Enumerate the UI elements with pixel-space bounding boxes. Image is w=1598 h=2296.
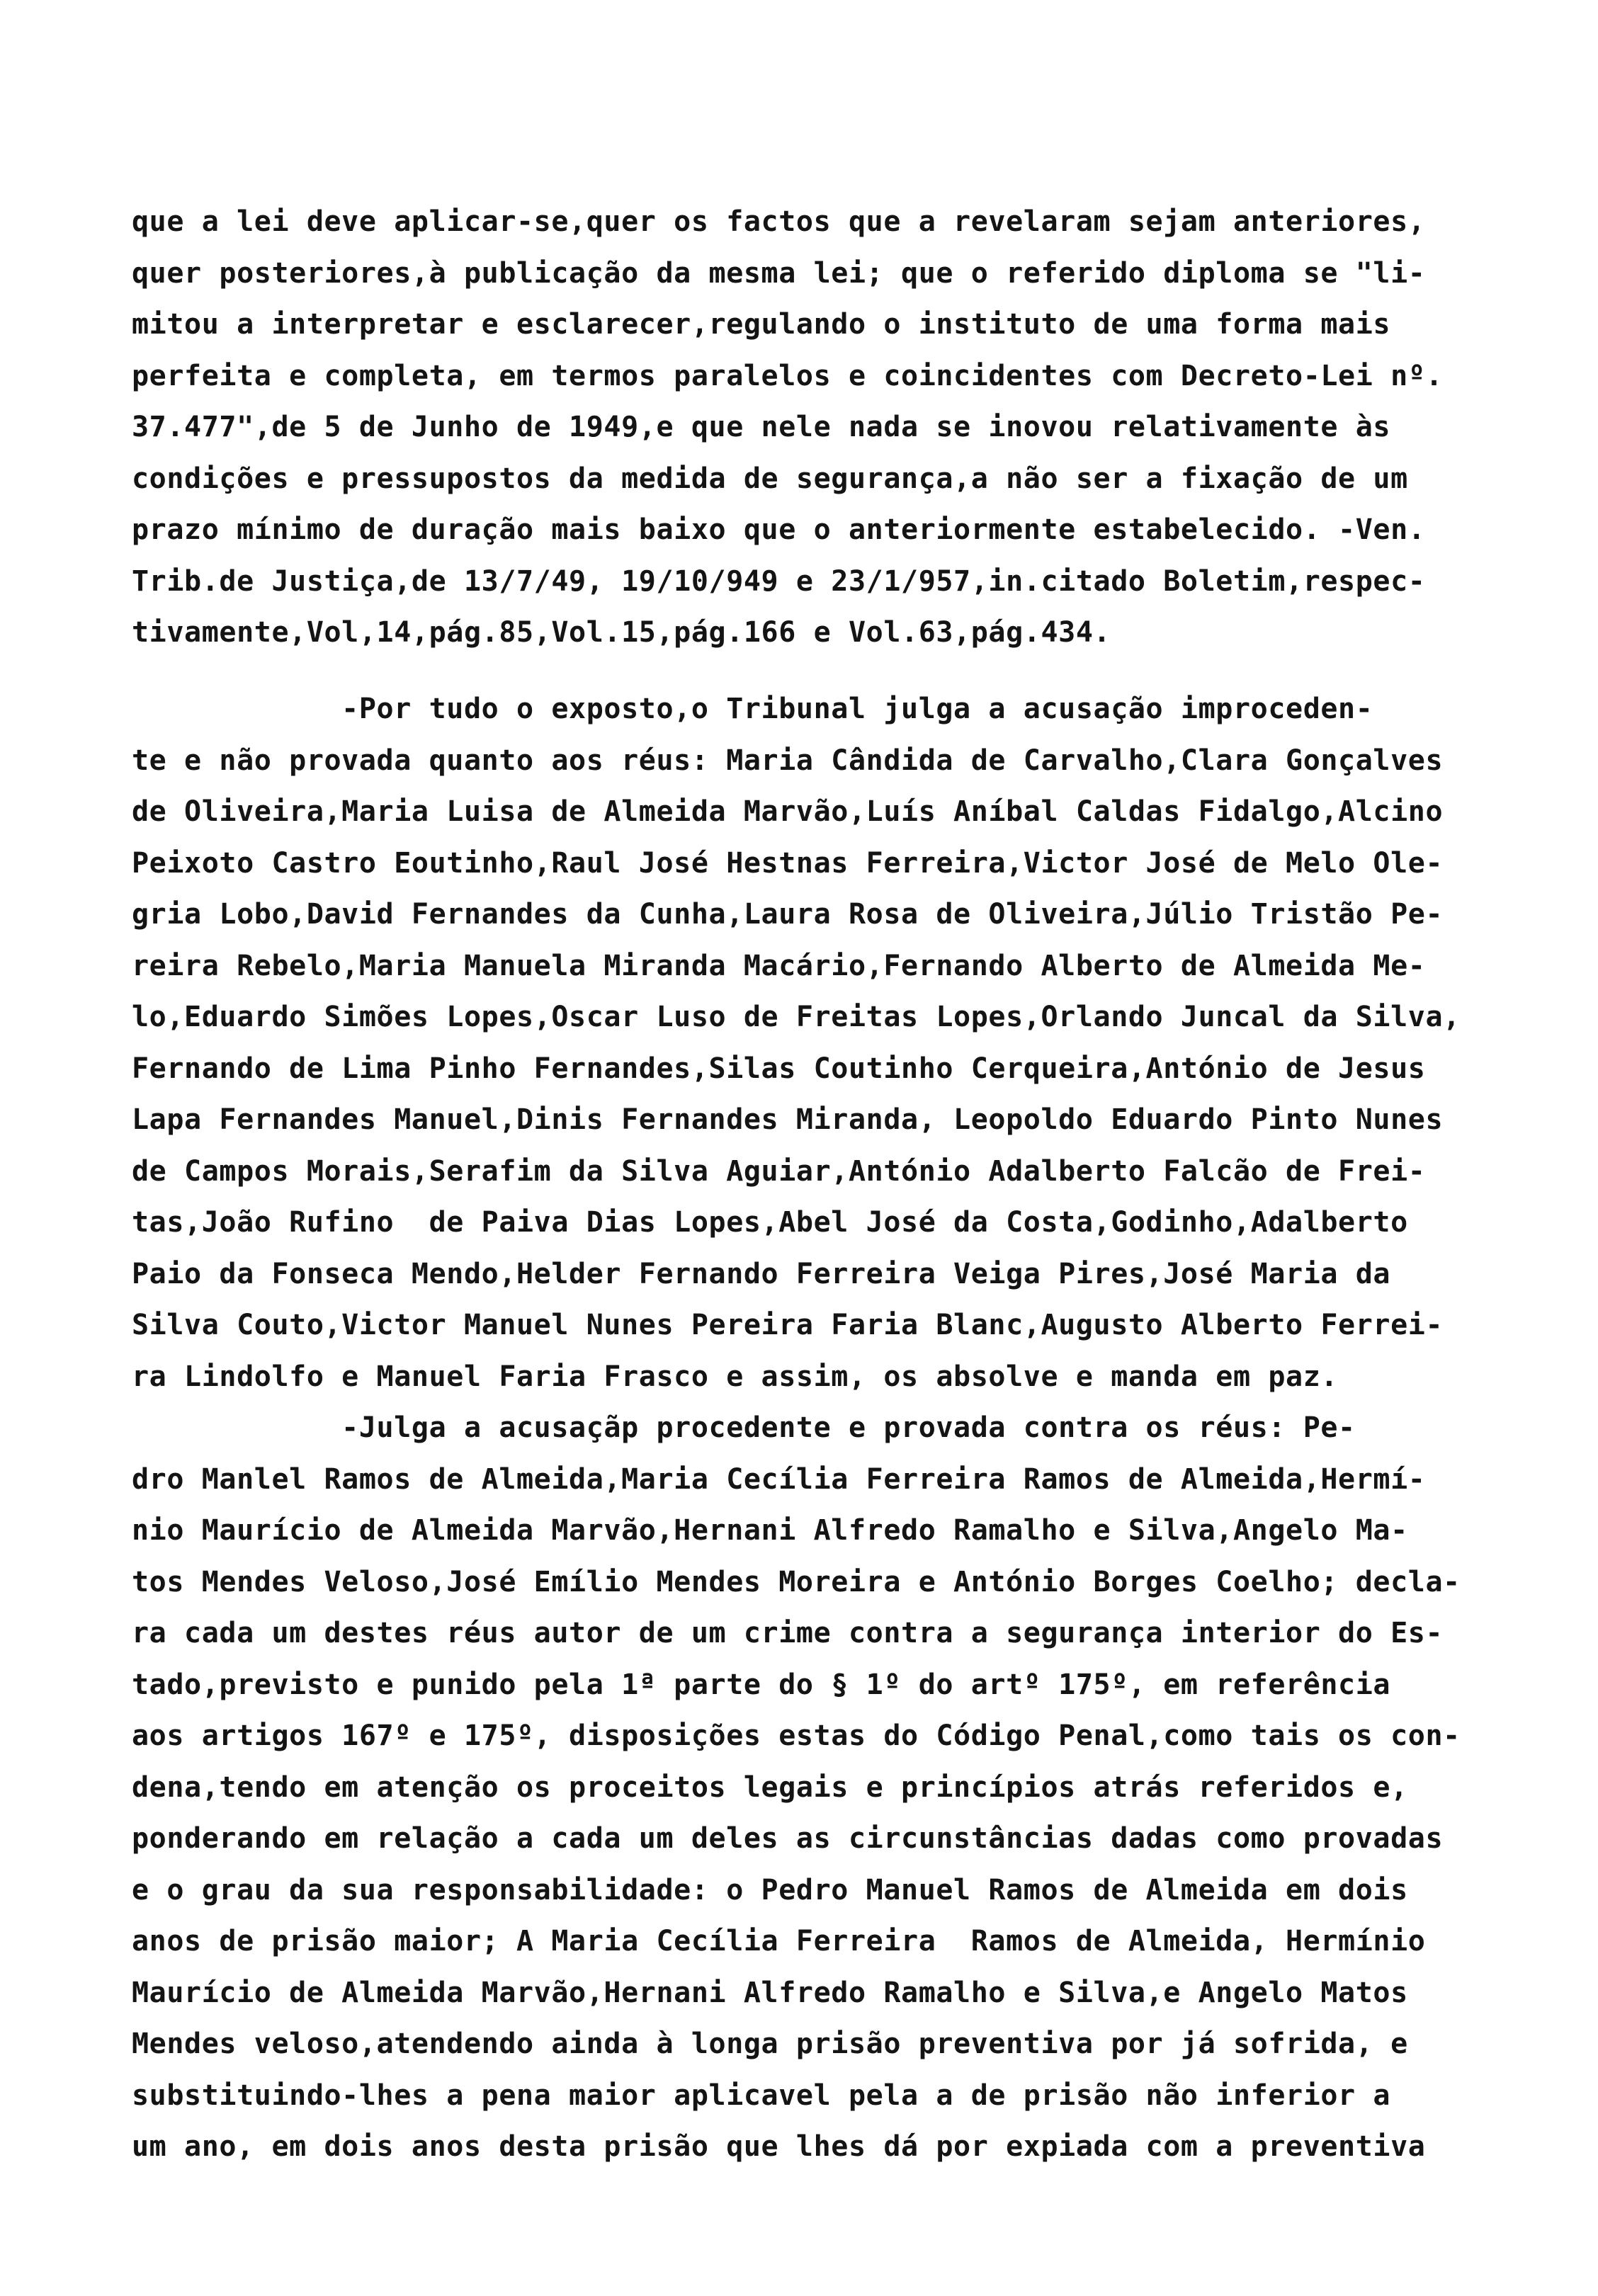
text-line: anos de prisão maior; A Maria Cecília Ferreira Ramos de Almeida, Hermínio [132, 1925, 1426, 1957]
text-line: -Por tudo o exposto,o Tribunal julga a acusação improceden- [132, 693, 1373, 725]
text-line: tas,João Rufino de Paiva Dias Lopes,Abel José da Costa,Godinho,Adalberto [132, 1206, 1408, 1239]
text-line: condições e pressupostos da medida de segurança,a não ser a fixação de um [132, 462, 1408, 495]
text-line: substituindo-lhes a pena maior aplicavel pela a de prisão não inferior a [132, 2079, 1391, 2112]
text-line: Lapa Fernandes Manuel,Dinis Fernandes Miranda, Leopoldo Eduardo Pinto Nunes [132, 1103, 1444, 1136]
text-line: Peixoto Castro Eoutinho,Raul José Hestnas Ferreira,Victor José de Melo Ole- [132, 847, 1444, 880]
text-line: gria Lobo,David Fernandes da Cunha,Laura Rosa de Oliveira,Júlio Tristão Pe- [132, 898, 1444, 931]
text-line: Fernando de Lima Pinho Fernandes,Silas Coutinho Cerqueira,António de Jesus [132, 1052, 1426, 1085]
text-line: ra cada um destes réus autor de um crime contra a segurança interior do Es- [132, 1617, 1444, 1649]
text-line: de Campos Morais,Serafim da Silva Aguiar,António Adalberto Falcão de Frei- [132, 1155, 1426, 1188]
text-line: dro Manlel Ramos de Almeida,Maria Cecília Ferreira Ramos de Almeida,Hermí- [132, 1463, 1426, 1496]
text-line: e o grau da sua responsabilidade: o Pedro Manuel Ramos de Almeida em dois [132, 1874, 1408, 1906]
text-line: um ano, em dois anos desta prisão que lhes dá por expiada com a preventiva [132, 2130, 1426, 2163]
text-line: tado,previsto e punido pela 1ª parte do § 1º do artº 175º, em referência [132, 1669, 1391, 1701]
text-line: perfeita e completa, em termos paralelos e coincidentes com Decreto-Lei nº. [132, 360, 1444, 392]
text-line: lo,Eduardo Simões Lopes,Oscar Luso de Freitas Lopes,Orlando Juncal da Silva, [132, 1001, 1461, 1033]
text-line: Silva Couto,Victor Manuel Nunes Pereira Faria Blanc,Augusto Alberto Ferrei- [132, 1309, 1444, 1341]
text-line: -Julga a acusaçãp procedente e provada contra os réus: Pe- [132, 1411, 1356, 1444]
text-line: de Oliveira,Maria Luisa de Almeida Marvão,Luís Aníbal Caldas Fidalgo,Alcino [132, 795, 1444, 828]
text-line: ponderando em relação a cada um deles as circunstâncias dadas como provadas [132, 1822, 1444, 1855]
text-line: que a lei deve aplicar-se,quer os factos que a revelaram sejam anteriores, [132, 205, 1426, 238]
text-line: tivamente,Vol,14,pág.85,Vol.15,pág.166 e Vol.63,pág.434. [132, 616, 1111, 649]
text-line: Paio da Fonseca Mendo,Helder Fernando Ferreira Veiga Pires,José Maria da [132, 1258, 1391, 1290]
text-line: Trib.de Justiça,de 13/7/49, 19/10/949 e 23/1/957,in.citado Boletim,respec- [132, 565, 1426, 598]
text-line: dena,tendo em atenção os proceitos legais e princípios atrás referidos e, [132, 1771, 1408, 1804]
text-line: nio Maurício de Almeida Marvão,Hernani Alfredo Ramalho e Silva,Angelo Ma- [132, 1514, 1408, 1547]
text-line: Mendes veloso,atendendo ainda à longa prisão preventiva por já sofrida, e [132, 2028, 1408, 2060]
text-line: aos artigos 167º e 175º, disposições estas do Código Penal,como tais os con- [132, 1720, 1461, 1752]
text-line: 37.477",de 5 de Junho de 1949,e que nele nada se inovou relativamente às [132, 411, 1391, 443]
text-line: ra Lindolfo e Manuel Faria Frasco e assim, os absolve e manda em paz. [132, 1360, 1339, 1393]
text-line: mitou a interpretar e esclarecer,regulando o instituto de uma forma mais [132, 308, 1391, 341]
text-line: Maurício de Almeida Marvão,Hernani Alfredo Ramalho e Silva,e Angelo Matos [132, 1977, 1408, 2009]
text-line: tos Mendes Veloso,José Emílio Mendes Moreira e António Borges Coelho; decla- [132, 1566, 1461, 1598]
text-line: prazo mínimo de duração mais baixo que o anteriormente estabelecido. -Ven. [132, 513, 1426, 546]
text-line: te e não provada quanto aos réus: Maria Cândida de Carvalho,Clara Gonçalves [132, 744, 1444, 777]
text-line: quer posteriores,à publicação da mesma lei; que o referido diploma se "li- [132, 257, 1426, 290]
text-line: reira Rebelo,Maria Manuela Miranda Macário,Fernando Alberto de Almeida Me- [132, 950, 1426, 982]
